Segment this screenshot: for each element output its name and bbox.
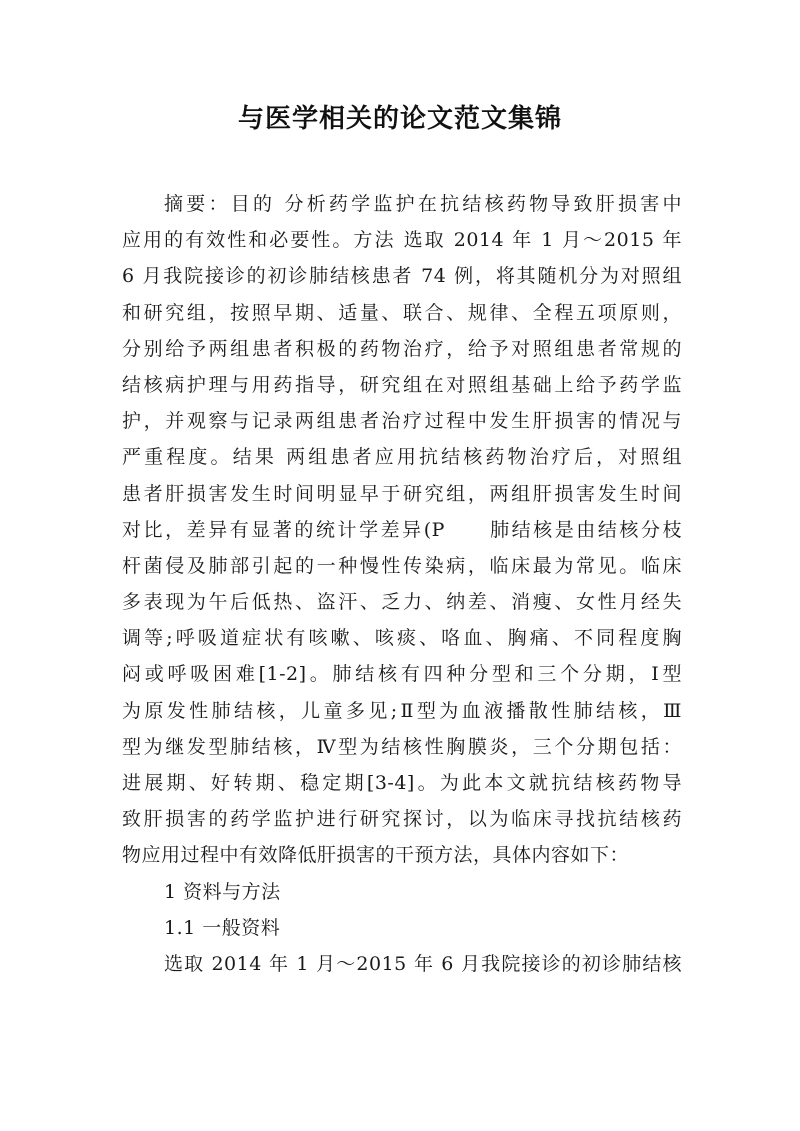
body-line: 为原发性肺结核，儿童多见;Ⅱ型为血液播散性肺结核，Ⅲ — [122, 699, 682, 722]
abstract-line: 应用的有效性和必要性。方法 选取 2014 年 1 月～2015 年 — [122, 229, 682, 252]
abstract-line: 摘要：目的 分析药学监护在抗结核药物导致肝损害中 — [164, 193, 682, 215]
abstract-line: 结核病护理与用药指导，研究组在对照组基础上给予药学监 — [122, 373, 682, 396]
abstract-line: 对比，差异有显著的统计学差异(P 肺结核是由结核分枝 — [122, 518, 682, 541]
abstract-line: 和研究组，按照早期、适量、联合、规律、全程五项原则， — [122, 301, 682, 324]
subsection-heading: 1.1 一般资料 — [164, 916, 281, 939]
body-line: 多表现为午后低热、盗汗、乏力、纳差、消瘦、女性月经失 — [122, 591, 682, 614]
abstract-line: 患者肝损害发生时间明显早于研究组，两组肝损害发生时间 — [122, 482, 682, 505]
body-line: 型为继发型肺结核，Ⅳ型为结核性胸膜炎，三个分期包括： — [122, 735, 682, 758]
abstract-line: 分别给予两组患者积极的药物治疗，给予对照组患者常规的 — [122, 337, 682, 360]
abstract-line: 6 月我院接诊的初诊肺结核患者 74 例，将其随机分为对照组 — [122, 265, 682, 288]
abstract-line: 护，并观察与记录两组患者治疗过程中发生肝损害的情况与 — [122, 410, 682, 433]
section-heading: 1 资料与方法 — [164, 880, 281, 903]
body-line: 致肝损害的药学监护进行研究探讨，以为临床寻找抗结核药 — [122, 808, 682, 831]
document-body — [122, 186, 682, 982]
body-line: 进展期、好转期、稳定期[3-4]。为此本文就抗结核药物导 — [122, 772, 682, 794]
body-line: 杆菌侵及肺部引起的一种慢性传染病，临床最为常见。临床 — [122, 554, 682, 577]
body-line: 选取 2014 年 1 月～2015 年 6 月我院接诊的初诊肺结核 — [164, 952, 682, 975]
abstract-line: 严重程度。结果 两组患者应用抗结核药物治疗后，对照组 — [122, 446, 682, 469]
body-line: 物应用过程中有效降低肝损害的干预方法，具体内容如下： — [122, 844, 630, 867]
body-line: 调等;呼吸道症状有咳嗽、咳痰、咯血、胸痛、不同程度胸 — [122, 627, 682, 650]
document-title: 与医学相关的论文范文集锦 — [237, 104, 562, 134]
body-line: 闷或呼吸困难[1-2]。肺结核有四种分型和三个分期，Ⅰ型 — [122, 663, 682, 686]
